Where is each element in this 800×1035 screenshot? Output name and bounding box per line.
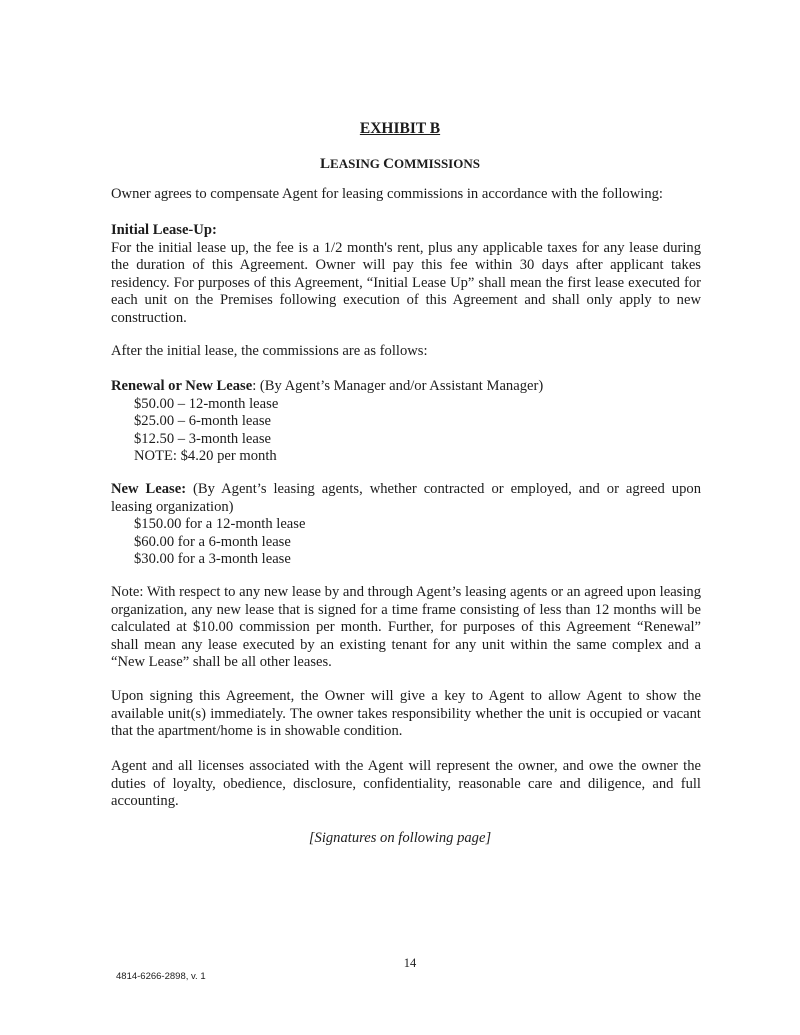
new-lease-section: [111, 481, 701, 569]
list-item: $25.00 – 6-month lease: [134, 413, 271, 430]
section-subtitle: [0, 156, 800, 173]
signatures-note: [Signatures on following page]: [308, 830, 492, 846]
list-item: $30.00 for a 3-month lease: [134, 551, 291, 568]
initial-lease-up-text: For the initial lease up, the fee is a 1/2 month's rent, plus any applicable taxes for any lease during the duration of this Agreement. Owner will pay this fee within 30 days after applicant takes residency. For purposes of this Agreement, “Initial Lease Up” shall mean the first lease executed for each unit on the Premises following execution of this Agreement and shall only apply to new construction.: [111, 239, 701, 326]
renewal-list: [111, 396, 701, 466]
subtitle-rest-2: OMMISSIONS: [394, 156, 480, 171]
document-id: 4814-6266-2898, v. 1: [116, 971, 206, 982]
page-number: 14: [403, 956, 417, 970]
initial-lease-up-section: [111, 222, 701, 328]
initial-lease-up-heading: Initial Lease-Up:: [111, 222, 217, 238]
new-lease-heading: New Lease:: [111, 481, 187, 497]
renewal-heading: Renewal or New Lease: [111, 378, 253, 394]
note-paragraph: Note: With respect to any new lease by and through Agent’s leasing agents or an agreed upon leasing organization, any new lease that is signed for a time frame consisting of less than 12 months will be calculated at $10.00 commission per month. Further, for purposes of this Agreement “Renewal” shall mean any lease executed by an existing tenant for any unit within the same complex and a “New Lease” shall be all other leases.: [111, 584, 701, 671]
exhibit-title: EXHIBIT B: [359, 120, 441, 137]
renewal-heading-line: [111, 378, 701, 396]
new-lease-heading-line: [111, 481, 701, 516]
after-initial-paragraph: After the initial lease, the commissions are as follows:: [111, 343, 428, 359]
new-lease-list: [111, 516, 701, 569]
new-lease-heading-suffix: (By Agent’s leasing agents, whether contracted or employed, and or agreed upon leasing organization): [111, 481, 701, 515]
list-item: $60.00 for a 6-month lease: [134, 533, 291, 550]
agent-duties-paragraph: Agent and all licenses associated with the Agent will represent the owner, and owe the owner the duties of loyalty, obedience, disclosure, confidentiality, reasonable care and diligence, and full accounting.: [111, 758, 701, 810]
renewal-section: [111, 378, 701, 466]
renewal-heading-suffix: : (By Agent’s Manager and/or Assistant Manager): [252, 378, 544, 394]
list-item: NOTE: $4.20 per month: [134, 448, 277, 465]
subtitle-cap-1: L: [320, 156, 331, 172]
list-item: $50.00 – 12-month lease: [134, 395, 279, 412]
intro-paragraph: Owner agrees to compensate Agent for leasing commissions in accordance with the following:: [111, 186, 663, 202]
subtitle-cap-2: C: [383, 156, 394, 172]
subtitle-rest-1: EASING: [330, 156, 380, 171]
list-item: $150.00 for a 12-month lease: [134, 516, 306, 533]
list-item: $12.50 – 3-month lease: [134, 430, 271, 447]
signing-paragraph: Upon signing this Agreement, the Owner will give a key to Agent to allow Agent to show the available unit(s) immediately. The owner takes responsibility whether the unit is occupied or vacant that the apartment/home is in showable condition.: [111, 688, 701, 740]
